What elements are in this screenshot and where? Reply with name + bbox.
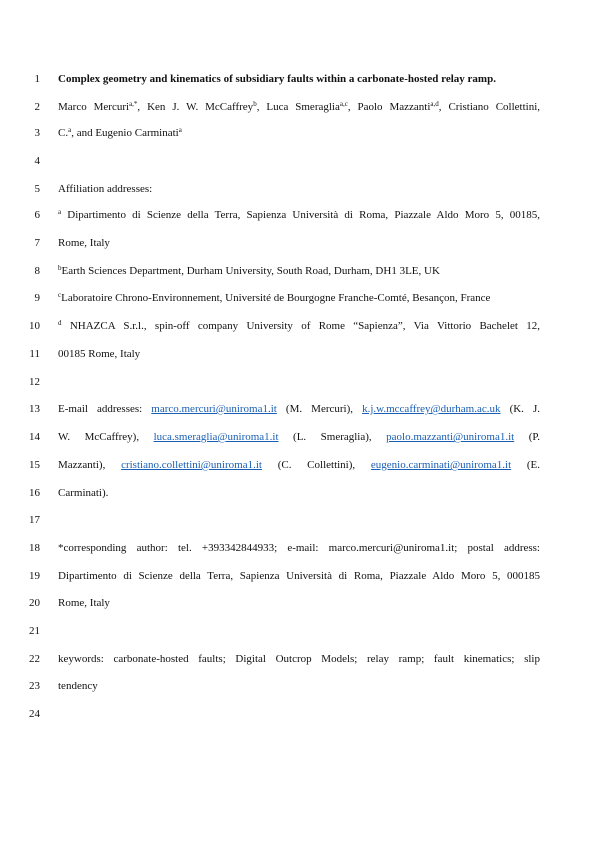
email-link-mercuri[interactable]: marco.mercuri@uniroma1.it [151, 403, 277, 415]
affiliation-d-cont: 00185 Rome, Italy [58, 348, 141, 360]
line-number: 9 [34, 292, 40, 304]
email-link-smeraglia[interactable]: luca.smeraglia@uniroma1.it [153, 431, 279, 443]
line-number: 5 [34, 183, 40, 195]
paper-title: Complex geometry and kinematics of subsidiary faults within a carbonate-hosted relay ramp. [58, 73, 496, 85]
line-number: 11 [29, 348, 40, 360]
line-number: 8 [34, 265, 40, 277]
affiliation-a-cont: Rome, Italy [58, 237, 110, 249]
line-number: 13 [29, 403, 40, 415]
author-list: Marco Mercuri$^{a,*}$, Ken J. W. McCaffrey$^b$, Luca Smeraglia$^{a,c}$, Paolo Mazzanti$^{a,d}$, Cristiano Collettini, [58, 100, 540, 113]
email-line-2: W. McCaffrey), luca.smeraglia@uniroma1.it (L. Smeraglia), paolo.mazzanti@uniroma1.it (P. [58, 431, 540, 443]
corresponding-line-1: *corresponding author: tel. +393342844933; e-mail: marco.mercuri@uniroma1.it; postal address: [58, 542, 540, 554]
affiliation-heading: Affiliation addresses: [58, 183, 153, 195]
email-link-collettini[interactable]: cristiano.collettini@uniroma1.it [121, 459, 262, 471]
line-number: 22 [29, 653, 40, 665]
line-number: 19 [29, 570, 40, 582]
corresponding-line-2: Dipartimento di Scienze della Terra, Sapienza Università di Roma, Piazzale Aldo Moro 5, 000185 [58, 570, 540, 582]
authors-line-2: C.$^a$, and Eugenio Carminati$^a$ [58, 126, 182, 139]
email-line-3: Mazzanti), cristiano.collettini@uniroma1.it (C. Collettini), eugenio.carminati@uniroma1.it (E. [58, 459, 541, 471]
email-link-mccaffrey[interactable]: k.j.w.mccaffrey@durham.ac.uk [362, 403, 501, 415]
email-link-carminati[interactable]: eugenio.carminati@uniroma1.it [370, 459, 512, 471]
affiliation-c: $^c$Laboratoire Chrono-Environnement, Université de Bourgogne Franche-Comté, Besançon, France [58, 291, 491, 304]
line-number: 18 [29, 542, 40, 554]
line-number: 12 [29, 376, 40, 388]
affiliation-b: $^b$Earth Sciences Department, Durham University, South Road, Durham, DH1 3LE, UK [58, 264, 440, 277]
line-number: 10 [29, 320, 40, 332]
line-number: 23 [29, 680, 40, 692]
line-number: 17 [29, 514, 40, 526]
email-line-1: E-mail addresses: marco.mercuri@uniroma1.it (M. Mercuri), k.j.w.mccaffrey@durham.ac.uk (K. J. [58, 403, 541, 415]
title-line [0, 72, 595, 86]
keywords-line-2: tendency [58, 680, 98, 692]
line-number: 1 [34, 73, 40, 85]
line-number: 24 [29, 708, 40, 720]
affiliation-d: $^d$ NHAZCA S.r.l., spin-off company University of Rome “Sapienza”, Via Vittorio Bachelet 12, [58, 319, 541, 332]
authors-line [0, 100, 595, 114]
line-number: 6 [34, 209, 40, 221]
line-number: 7 [34, 237, 40, 249]
corresponding-line-3: Rome, Italy [58, 597, 110, 609]
line-number: 16 [29, 487, 40, 499]
line-number: 15 [29, 459, 40, 471]
line-number: 20 [29, 597, 40, 609]
line-number: 2 [34, 101, 40, 113]
email-link-mazzanti[interactable]: paolo.mazzanti@uniroma1.it [386, 431, 515, 443]
keywords-line-1: keywords: carbonate-hosted faults; Digital Outcrop Models; relay ramp; fault kinematics; slip [58, 653, 540, 665]
line-number: 3 [34, 127, 40, 139]
email-line-4: Carminati). [58, 487, 109, 499]
line-number: 4 [34, 155, 40, 167]
line-number: 14 [29, 431, 40, 443]
line-number: 21 [29, 625, 40, 637]
affiliation-a: $^a$ Dipartimento di Scienze della Terra, Sapienza Università di Roma, Piazzale Aldo Moro 5, 00185, [58, 208, 541, 221]
